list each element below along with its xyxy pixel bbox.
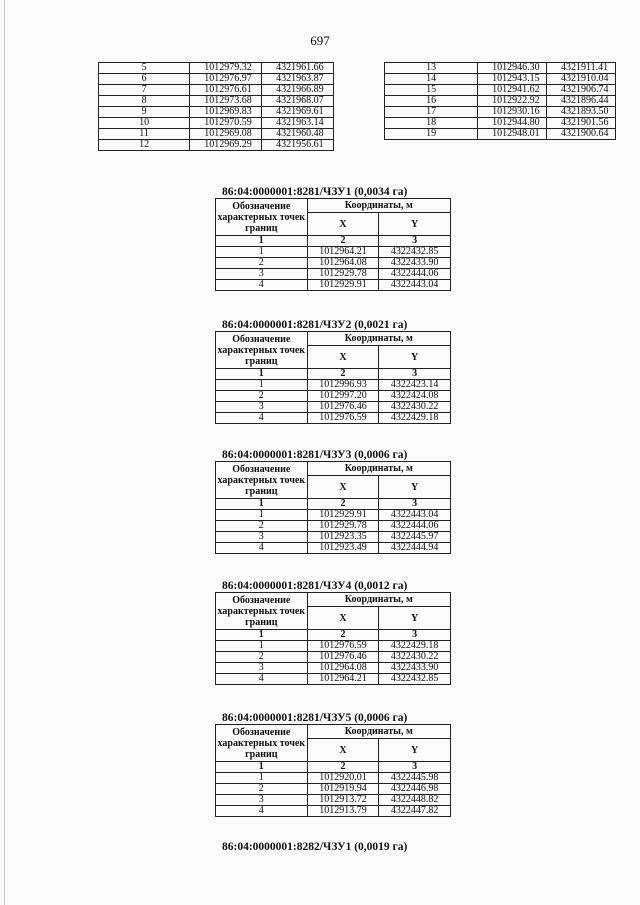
point-number-cell: 4 [216, 674, 308, 685]
y-coordinate-cell: 4322430.22 [379, 402, 451, 413]
y-coordinate-cell: 4322447.82 [379, 806, 451, 817]
x-coordinate-cell: 1012976.59 [307, 413, 379, 424]
point-number-cell: 18 [385, 118, 478, 129]
y-coordinate-cell: 4321966.89 [262, 85, 334, 96]
y-coordinate-cell: 4321961.66 [262, 63, 334, 74]
point-number-cell: 6 [99, 74, 190, 85]
point-number-cell: 13 [385, 63, 478, 74]
table-row [99, 129, 334, 140]
point-number-cell: 3 [216, 795, 308, 806]
point-number-cell: 2 [216, 391, 308, 402]
y-coordinate-cell: 4321968.07 [262, 96, 334, 107]
y-coordinate-cell: 4321906.74 [547, 85, 616, 96]
table-row [99, 107, 334, 118]
column-index: 3 [379, 762, 451, 773]
column-index: 1 [216, 499, 308, 510]
y-coordinate-cell: 4322433.90 [379, 663, 451, 674]
table-row [99, 63, 334, 74]
x-coordinate-cell: 1012964.21 [307, 674, 379, 685]
x-coordinate-cell: 1012929.78 [307, 269, 379, 280]
point-number-cell: 9 [99, 107, 190, 118]
section-title: 86:04:0000001:8281/ЧЗУ3 (0,0006 га) [222, 449, 408, 461]
x-coordinate-cell: 1012944.80 [478, 118, 547, 129]
table-row [216, 652, 451, 663]
x-coordinate-cell: 1012929.91 [307, 280, 379, 291]
x-header: X [307, 346, 379, 369]
table-row [385, 63, 616, 74]
points-table [215, 724, 451, 817]
y-coordinate-cell: 4322443.04 [379, 280, 451, 291]
y-coordinate-cell: 4322433.90 [379, 258, 451, 269]
column-index: 2 [307, 630, 379, 641]
y-coordinate-cell: 4321910.04 [547, 74, 616, 85]
point-number-cell: 5 [99, 63, 190, 74]
point-number-cell: 2 [216, 258, 308, 269]
x-coordinate-cell: 1012929.78 [307, 521, 379, 532]
y-header: Y [379, 739, 451, 762]
designation-header: Обозначение характерных точек границ [216, 593, 308, 630]
designation-header: Обозначение характерных точек границ [216, 332, 308, 369]
y-coordinate-cell: 4321893.50 [547, 107, 616, 118]
column-index: 1 [216, 762, 308, 773]
x-coordinate-cell: 1012996.93 [307, 380, 379, 391]
point-number-cell: 4 [216, 806, 308, 817]
point-number-cell: 3 [216, 269, 308, 280]
x-coordinate-cell: 1012969.29 [190, 140, 262, 151]
x-coordinate-cell: 1012913.72 [307, 795, 379, 806]
y-coordinate-cell: 4321956.61 [262, 140, 334, 151]
point-number-cell: 8 [99, 96, 190, 107]
table-row [216, 402, 451, 413]
point-number-cell: 3 [216, 663, 308, 674]
point-number-cell: 2 [216, 652, 308, 663]
point-number-cell: 4 [216, 543, 308, 554]
table-row [385, 85, 616, 96]
designation-header: Обозначение характерных точек границ [216, 725, 308, 762]
x-coordinate-cell: 1012941.62 [478, 85, 547, 96]
coords-header: Координаты, м [307, 593, 450, 607]
y-coordinate-cell: 4322444.94 [379, 543, 451, 554]
table-row [216, 380, 451, 391]
y-coordinate-cell: 4321963.87 [262, 74, 334, 85]
top-right-table [384, 62, 616, 140]
x-header: X [307, 739, 379, 762]
point-number-cell: 1 [216, 510, 308, 521]
point-number-cell: 7 [99, 85, 190, 96]
coords-header: Координаты, м [307, 725, 450, 739]
y-coordinate-cell: 4321969.61 [262, 107, 334, 118]
point-number-cell: 14 [385, 74, 478, 85]
designation-header: Обозначение характерных точек границ [216, 199, 308, 236]
section-title: 86:04:0000001:8281/ЧЗУ4 (0,0012 га) [222, 580, 408, 592]
column-index: 2 [307, 236, 379, 247]
y-coordinate-cell: 4321963.14 [262, 118, 334, 129]
x-coordinate-cell: 1012997.20 [307, 391, 379, 402]
y-header: Y [379, 476, 451, 499]
column-index: 3 [379, 369, 451, 380]
x-header: X [307, 213, 379, 236]
table-row [385, 129, 616, 140]
table-row [385, 74, 616, 85]
table-row [216, 510, 451, 521]
y-coordinate-cell: 4321896.44 [547, 96, 616, 107]
table-row [216, 413, 451, 424]
table-row [99, 96, 334, 107]
designation-header: Обозначение характерных точек границ [216, 462, 308, 499]
table-row [216, 784, 451, 795]
final-section-title: 86:04:0000001:8282/ЧЗУ1 (0,0019 га) [222, 841, 408, 853]
x-coordinate-cell: 1012919.94 [307, 784, 379, 795]
column-index: 1 [216, 236, 308, 247]
top-left-table [98, 62, 334, 151]
y-coordinate-cell: 4322444.06 [379, 269, 451, 280]
x-header: X [307, 476, 379, 499]
point-number-cell: 1 [216, 641, 308, 652]
y-coordinate-cell: 4322446.98 [379, 784, 451, 795]
table-row [385, 96, 616, 107]
y-coordinate-cell: 4322443.04 [379, 510, 451, 521]
points-table [215, 461, 451, 554]
x-coordinate-cell: 1012964.08 [307, 663, 379, 674]
table-row [99, 140, 334, 151]
table-row [385, 118, 616, 129]
x-coordinate-cell: 1012946.30 [478, 63, 547, 74]
y-coordinate-cell: 4322423.14 [379, 380, 451, 391]
x-coordinate-cell: 1012976.59 [307, 641, 379, 652]
section-title: 86:04:0000001:8281/ЧЗУ5 (0,0006 га) [222, 712, 408, 724]
x-header: X [307, 607, 379, 630]
table-row [99, 118, 334, 129]
table-row [216, 247, 451, 258]
column-index: 2 [307, 762, 379, 773]
y-header: Y [379, 346, 451, 369]
column-index: 3 [379, 630, 451, 641]
y-header: Y [379, 607, 451, 630]
x-coordinate-cell: 1012976.61 [190, 85, 262, 96]
point-number-cell: 3 [216, 532, 308, 543]
table-row [216, 532, 451, 543]
table-row [216, 258, 451, 269]
x-coordinate-cell: 1012930.16 [478, 107, 547, 118]
x-coordinate-cell: 1012923.35 [307, 532, 379, 543]
table-row [216, 806, 451, 817]
point-number-cell: 3 [216, 402, 308, 413]
point-number-cell: 2 [216, 784, 308, 795]
section-title: 86:04:0000001:8281/ЧЗУ2 (0,0021 га) [222, 319, 408, 331]
y-coordinate-cell: 4321901.56 [547, 118, 616, 129]
column-index: 3 [379, 236, 451, 247]
point-number-cell: 4 [216, 280, 308, 291]
point-number-cell: 1 [216, 247, 308, 258]
points-table [215, 331, 451, 424]
y-coordinate-cell: 4322448.82 [379, 795, 451, 806]
column-index: 2 [307, 499, 379, 510]
x-coordinate-cell: 1012976.46 [307, 652, 379, 663]
y-coordinate-cell: 4322445.98 [379, 773, 451, 784]
points-table [215, 198, 451, 291]
table-row [216, 795, 451, 806]
y-header: Y [379, 213, 451, 236]
x-coordinate-cell: 1012973.68 [190, 96, 262, 107]
table-row [216, 674, 451, 685]
point-number-cell: 1 [216, 773, 308, 784]
point-number-cell: 1 [216, 380, 308, 391]
y-coordinate-cell: 4322424.08 [379, 391, 451, 402]
x-coordinate-cell: 1012976.46 [307, 402, 379, 413]
table-row [216, 663, 451, 674]
x-coordinate-cell: 1012976.97 [190, 74, 262, 85]
y-coordinate-cell: 4322429.18 [379, 413, 451, 424]
point-number-cell: 4 [216, 413, 308, 424]
table-row [216, 269, 451, 280]
y-coordinate-cell: 4321900.64 [547, 129, 616, 140]
y-coordinate-cell: 4322430.22 [379, 652, 451, 663]
table-row [216, 773, 451, 784]
point-number-cell: 12 [99, 140, 190, 151]
table-row [99, 85, 334, 96]
point-number-cell: 15 [385, 85, 478, 96]
column-index: 2 [307, 369, 379, 380]
y-coordinate-cell: 4322432.85 [379, 247, 451, 258]
coords-header: Координаты, м [307, 332, 450, 346]
table-row [216, 391, 451, 402]
point-number-cell: 2 [216, 521, 308, 532]
x-coordinate-cell: 1012969.83 [190, 107, 262, 118]
table-row [385, 107, 616, 118]
coords-header: Координаты, м [307, 199, 450, 213]
point-number-cell: 10 [99, 118, 190, 129]
x-coordinate-cell: 1012923.49 [307, 543, 379, 554]
x-coordinate-cell: 1012969.08 [190, 129, 262, 140]
point-number-cell: 19 [385, 129, 478, 140]
y-coordinate-cell: 4322445.97 [379, 532, 451, 543]
column-index: 1 [216, 630, 308, 641]
section-title: 86:04:0000001:8281/ЧЗУ1 (0,0034 га) [222, 186, 408, 198]
x-coordinate-cell: 1012929.91 [307, 510, 379, 521]
column-index: 3 [379, 499, 451, 510]
y-coordinate-cell: 4321911.41 [547, 63, 616, 74]
point-number-cell: 16 [385, 96, 478, 107]
table-row [216, 280, 451, 291]
y-coordinate-cell: 4322432.85 [379, 674, 451, 685]
y-coordinate-cell: 4321960.48 [262, 129, 334, 140]
x-coordinate-cell: 1012920.01 [307, 773, 379, 784]
table-row [99, 74, 334, 85]
x-coordinate-cell: 1012979.32 [190, 63, 262, 74]
page-number: 697 [310, 33, 330, 48]
x-coordinate-cell: 1012943.15 [478, 74, 547, 85]
point-number-cell: 11 [99, 129, 190, 140]
point-number-cell: 17 [385, 107, 478, 118]
column-index: 1 [216, 369, 308, 380]
x-coordinate-cell: 1012922.92 [478, 96, 547, 107]
scan-edge [4, 0, 5, 905]
coords-header: Координаты, м [307, 462, 450, 476]
x-coordinate-cell: 1012970.59 [190, 118, 262, 129]
table-row [216, 543, 451, 554]
x-coordinate-cell: 1012964.21 [307, 247, 379, 258]
y-coordinate-cell: 4322429.18 [379, 641, 451, 652]
table-row [216, 641, 451, 652]
table-row [216, 521, 451, 532]
points-table [215, 592, 451, 685]
x-coordinate-cell: 1012913.79 [307, 806, 379, 817]
x-coordinate-cell: 1012964.08 [307, 258, 379, 269]
x-coordinate-cell: 1012948.01 [478, 129, 547, 140]
y-coordinate-cell: 4322444.06 [379, 521, 451, 532]
